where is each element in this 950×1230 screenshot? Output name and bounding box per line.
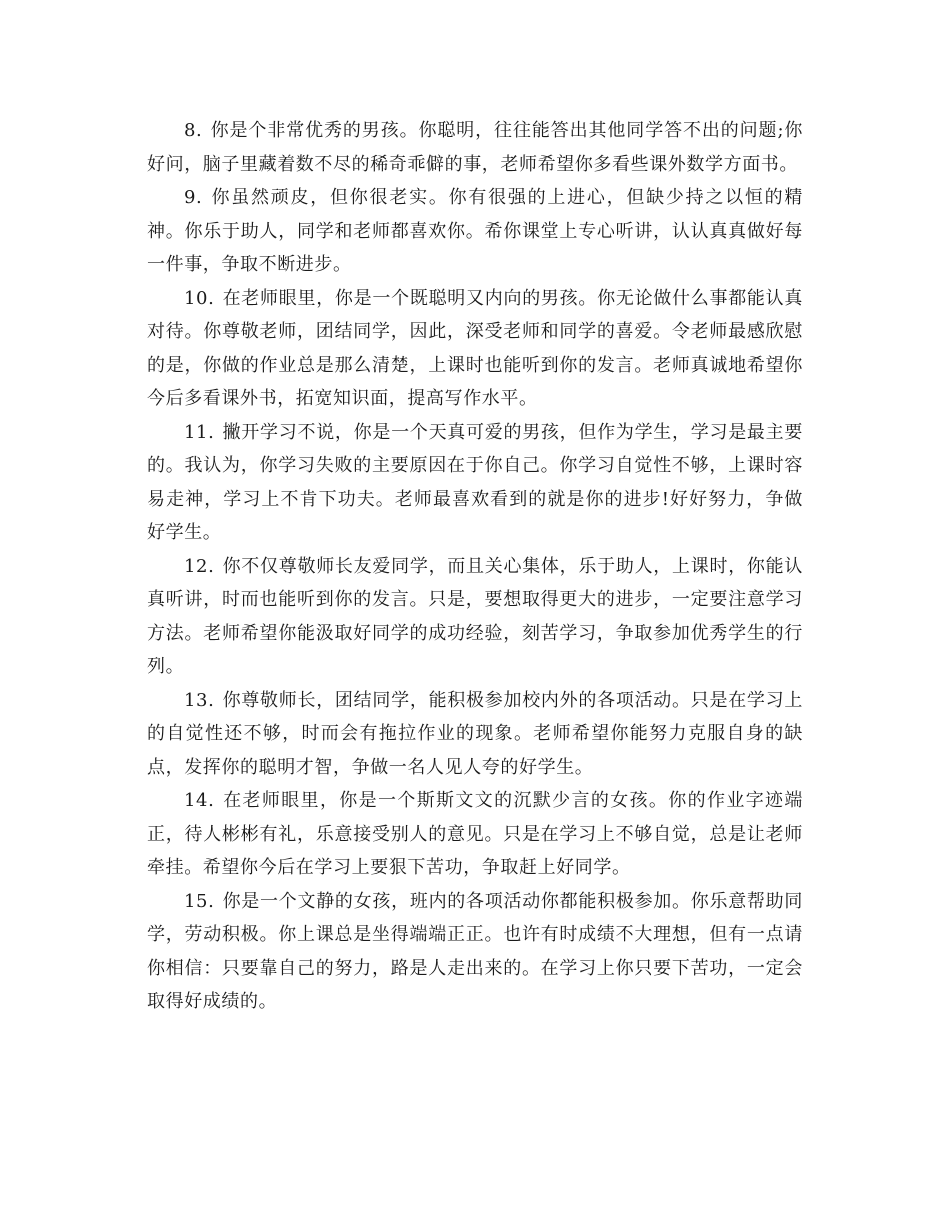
paragraph-text: 在老师眼里，你是一个斯斯文文的沉默少言的女孩。你的作业字迹端正，待人彬彬有礼，乐意接受别人的意见。只是在学习上不够自觉，总是让老师牵挂。希望你今后在学习上要狠下苦功，争取赶上好同学。	[147, 790, 803, 878]
document-body	[147, 114, 803, 1019]
paragraph-text: 在老师眼里，你是一个既聪明又内向的男孩。你无论做什么事都能认真对待。你尊敬老师，团结同学，因此，深受老师和同学的喜爱。令老师最感欣慰的是，你做的作业总是那么清楚，上课时也能听到你的发言。老师真诚地希望你今后多看课外书，拓宽知识面，提高写作水平。	[147, 287, 803, 409]
paragraph-14	[147, 784, 803, 885]
paragraph-number: 8.	[184, 120, 203, 141]
paragraph-text: 你是个非常优秀的男孩。你聪明，往往能答出其他同学答不出的问题;你好问，脑子里藏着数不尽的稀奇乖僻的事，老师希望你多看些课外数学方面书。	[147, 120, 803, 175]
paragraph-number: 11.	[184, 421, 215, 443]
paragraph-12	[147, 550, 803, 684]
paragraph-number: 9.	[184, 187, 203, 208]
paragraph-15	[147, 885, 803, 1019]
paragraph-number: 14.	[184, 790, 215, 811]
paragraph-number: 10.	[184, 287, 215, 309]
paragraph-13	[147, 684, 803, 785]
paragraph-text: 你是一个文静的女孩，班内的各项活动你都能积极参加。你乐意帮助同学，劳动积极。你上课总是坐得端端正正。也许有时成绩不大理想，但有一点请你相信：只要靠自己的努力，路是人走出来的。在学习上你只要下苦功，一定会取得好成绩的。	[147, 890, 803, 1012]
paragraph-8	[147, 114, 803, 181]
paragraph-text: 你虽然顽皮，但你很老实。你有很强的上进心，但缺少持之以恒的精神。你乐于助人，同学和老师都喜欢你。希你课堂上专心听讲，认认真真做好每一件事，争取不断进步。	[147, 187, 803, 275]
paragraph-number: 12.	[184, 555, 215, 577]
paragraph-number: 15.	[184, 890, 215, 912]
paragraph-10	[147, 282, 803, 416]
paragraph-9	[147, 181, 803, 282]
paragraph-text: 撇开学习不说，你是一个天真可爱的男孩，但作为学生，学习是最主要的。我认为，你学习失败的主要原因在于你自己。你学习自觉性不够，上课时容易走神，学习上不肯下功夫。老师最喜欢看到的就是你的进步!好好努力，争做好学生。	[147, 421, 803, 543]
paragraph-number: 13.	[184, 689, 215, 711]
paragraph-11	[147, 416, 803, 550]
paragraph-text: 你尊敬师长，团结同学，能积极参加校内外的各项活动。只是在学习上的自觉性还不够，时而会有拖拉作业的现象。老师希望你能努力克服自身的缺点，发挥你的聪明才智，争做一名人见人夸的好学生。	[147, 689, 803, 778]
paragraph-text: 你不仅尊敬师长友爱同学，而且关心集体，乐于助人，上课时，你能认真听讲，时而也能听到你的发言。只是，要想取得更大的进步，一定要注意学习方法。老师希望你能汲取好同学的成功经验，刻苦学习，争取参加优秀学生的行列。	[147, 555, 803, 677]
